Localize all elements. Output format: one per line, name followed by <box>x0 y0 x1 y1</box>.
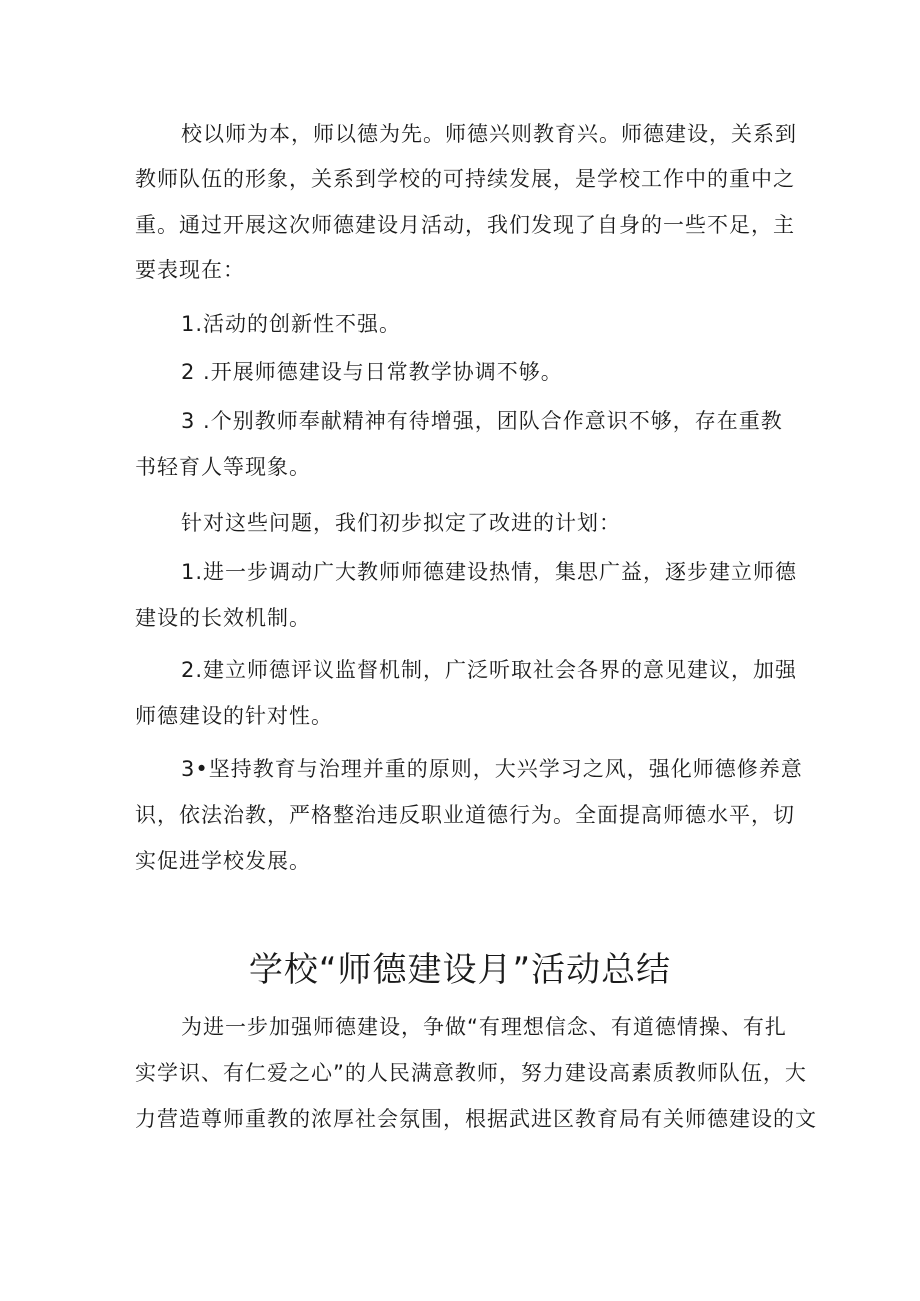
paragraph-line: 实学识、有仁爱之心”的人民满意教师，努力建设高素质教师队伍，大 <box>135 1061 807 1085</box>
plan-intro: 针对这些问题，我们初步拟定了改进的计划： <box>181 511 621 535</box>
section-title: 学校“师德建设月”活动总结 <box>248 950 672 990</box>
plan-item-3-cont: 实促进学校发展。 <box>135 849 311 873</box>
plan-item-3: 3•坚持教育与治理并重的原则，大兴学习之风，强化师德修养意 <box>181 757 803 781</box>
paragraph-line: 重。通过开展这次师德建设月活动，我们发现了自身的一些不足，主 <box>135 213 795 237</box>
problem-item-3: 3 .个别教师奉献精神有待增强，团队合作意识不够，存在重教 <box>181 409 783 433</box>
problem-item-3-cont: 书轻育人等现象。 <box>135 455 311 479</box>
plan-item-2: 2.建立师德评议监督机制，广泛听取社会各界的意见建议，加强 <box>181 658 798 682</box>
problem-item-2: 2 .开展师德建设与日常教学协调不够。 <box>181 360 563 384</box>
plan-item-1: 1.进一步调动广大教师师德建设热情，集思广益，逐步建立师德 <box>181 560 798 584</box>
paragraph-line: 要表现在： <box>135 258 245 282</box>
plan-item-1-cont: 建设的长效机制。 <box>135 606 311 630</box>
paragraph-line: 校以师为本，师以德为先。师德兴则教育兴。师德建设，关系到 <box>181 122 797 146</box>
paragraph-line: 为进一步加强师德建设，争做“有理想信念、有道德情操、有扎 <box>181 1015 787 1039</box>
problem-item-1: 1.活动的创新性不强。 <box>181 312 402 336</box>
plan-item-2-cont: 师德建设的针对性。 <box>135 704 333 728</box>
paragraph-line: 力营造尊师重教的浓厚社会氛围，根据武进区教育局有关师德建设的文 <box>135 1107 817 1131</box>
paragraph-line: 教师队伍的形象，关系到学校的可持续发展，是学校工作中的重中之 <box>135 167 795 191</box>
plan-item-3-cont: 识，依法治教，严格整治违反职业道德行为。全面提高师德水平，切 <box>135 803 795 827</box>
